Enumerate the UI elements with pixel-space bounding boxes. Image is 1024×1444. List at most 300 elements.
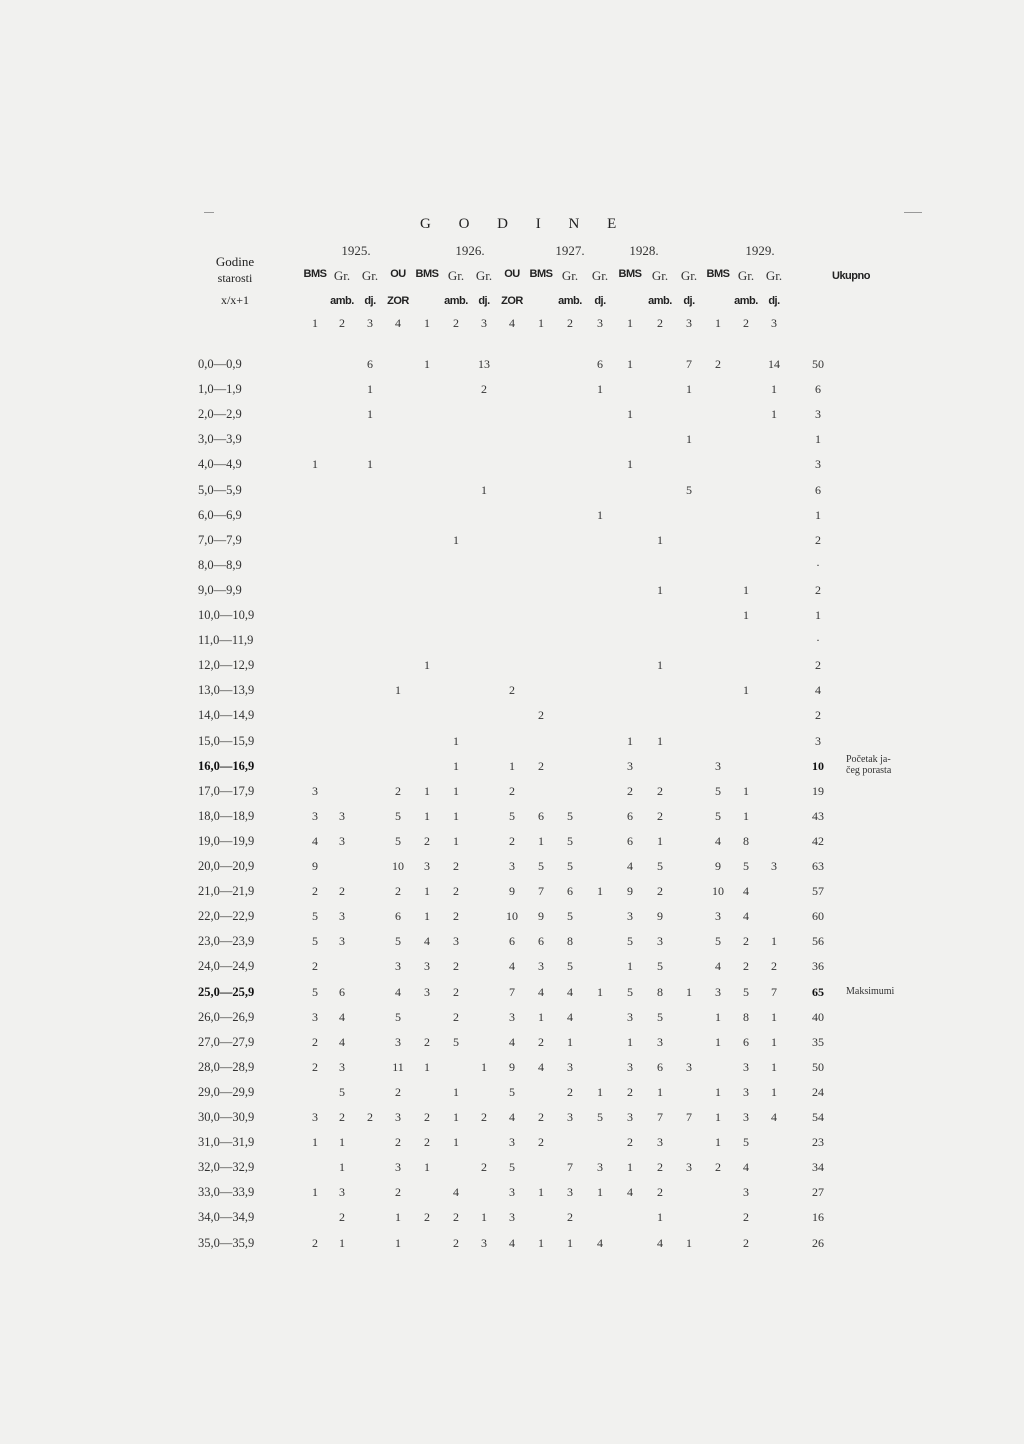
table-cell: 2 [657,1160,663,1174]
column-number: 3 [771,316,777,330]
table-cell: 3 [627,759,633,773]
table-cell: 1 [597,884,603,898]
table-cell: 1 [424,809,430,823]
table-cell: 2 [509,784,515,798]
table-cell: 5 [743,859,749,873]
table-cell: 2 [312,1236,318,1250]
table-cell: 3 [339,934,345,948]
table-cell: 4 [424,934,430,948]
table-cell: 1 [597,508,603,522]
table-cell: 3 [509,859,515,873]
row-total: 63 [812,859,824,873]
table-cell: 3 [395,1110,401,1124]
table-cell: 4 [743,884,749,898]
row-label: 0,0—0,9 [198,357,242,371]
table-cell: 1 [715,1035,721,1049]
column-header-top: BMS [618,268,642,280]
table-cell: 2 [395,1185,401,1199]
table-cell: 1 [715,1110,721,1124]
row-label: 28,0—28,9 [198,1060,255,1074]
table-cell: 1 [597,1185,603,1199]
table-cell: 10 [506,909,518,923]
column-header-bottom: amb. [734,295,758,307]
table-cell: 2 [424,834,430,848]
column-number: 3 [481,316,487,330]
table-cell: 1 [657,658,663,672]
table-cell: 2 [395,784,401,798]
table-cell: 1 [453,533,459,547]
row-label: 12,0—12,9 [198,658,255,672]
table-cell: 1 [312,1185,318,1199]
column-header-bottom: amb. [444,295,468,307]
table-cell: 1 [627,959,633,973]
column-number: 2 [657,316,663,330]
table-cell: 5 [509,1085,515,1099]
table-cell: 2 [509,683,515,697]
table-cell: 1 [424,784,430,798]
table-cell: 2 [395,884,401,898]
column-header-bottom: dj. [594,295,606,307]
table-cell: 7 [567,1160,573,1174]
year-header: 1927. [555,243,585,258]
table-cell: 6 [743,1035,749,1049]
table-cell: 9 [627,884,633,898]
table-cell: 1 [771,934,777,948]
column-header-bottom: dj. [768,295,780,307]
table-cell: 3 [567,1185,573,1199]
column-header-bottom: amb. [648,295,672,307]
table-cell: 7 [657,1110,663,1124]
column-header-top: Gr. [475,268,493,283]
column-header-bottom: amb. [558,295,582,307]
table-cell: 1 [395,683,401,697]
table-cell: 1 [627,357,633,371]
table-cell: 8 [743,834,749,848]
table-cell: 1 [657,583,663,597]
table-cell: 5 [743,1135,749,1149]
table-cell: 3 [339,834,345,848]
table-cell: 3 [312,784,318,798]
column-header-top: BMS [529,268,553,280]
table-cell: 9 [312,859,318,873]
row-total: 50 [812,357,824,371]
column-number: 1 [627,316,633,330]
row-total: 36 [812,959,824,973]
table-cell: 9 [509,1060,515,1074]
table-cell: 11 [392,1060,404,1074]
table-cell: 5 [509,809,515,823]
table-cell: 3 [657,934,663,948]
row-label: 17,0—17,9 [198,784,255,798]
column-header-top: Gr. [447,268,465,283]
table-cell: 1 [627,1035,633,1049]
table-cell: 5 [395,809,401,823]
row-total: 2 [815,708,821,722]
table-cell: 3 [312,1010,318,1024]
table-cell: 1 [453,1110,459,1124]
table-cell: 2 [312,1060,318,1074]
table-cell: 6 [538,809,544,823]
table-cell: 2 [481,1110,487,1124]
table-cell: 1 [627,407,633,421]
table-cell: 5 [567,834,573,848]
table-cell: 8 [657,985,663,999]
table-cell: 5 [657,859,663,873]
table-cell: 4 [538,1060,544,1074]
table-cell: 4 [312,834,318,848]
table-cell: 6 [657,1060,663,1074]
column-number: 1 [312,316,318,330]
column-header-top: BMS [706,268,730,280]
table-cell: 2 [627,784,633,798]
table-cell: 1 [771,407,777,421]
table-cell: 1 [715,1135,721,1149]
page-mark-left [204,212,214,213]
row-header-line3: x/x+1 [220,293,250,307]
row-label: 8,0—8,9 [198,558,242,572]
table-cell: 3 [743,1060,749,1074]
row-label: 25,0—25,9 [198,985,255,999]
table-cell: 2 [453,1210,459,1224]
table-cell: 5 [395,834,401,848]
table-cell: 2 [743,959,749,973]
table-cell: 1 [453,759,459,773]
table-cell: 3 [743,1110,749,1124]
table-cell: 3 [509,1010,515,1024]
table-cell: 5 [715,784,721,798]
table-cell: 3 [538,959,544,973]
row-label: 9,0—9,9 [198,583,242,597]
table-cell: 2 [538,1035,544,1049]
table-cell: 3 [657,1035,663,1049]
table-cell: 5 [395,934,401,948]
table-cell: 3 [715,759,721,773]
table-cell: 2 [339,1210,345,1224]
table-cell: 4 [339,1010,345,1024]
table-cell: 2 [453,859,459,873]
table-cell: 1 [657,1210,663,1224]
table-cell: 5 [657,959,663,973]
table-cell: 1 [771,1035,777,1049]
table-cell: 4 [627,859,633,873]
row-label: 5,0—5,9 [198,483,242,497]
row-total: 42 [812,834,824,848]
table-cell: 10 [392,859,404,873]
table-cell: 10 [712,884,724,898]
column-header-bottom: dj. [478,295,490,307]
table-cell: 1 [715,1085,721,1099]
table-cell: 3 [509,1210,515,1224]
table-cell: 3 [339,909,345,923]
row-note-line: Početak ja- [846,754,891,765]
table-cell: 2 [481,382,487,396]
column-header-top: Gr. [333,268,351,283]
table-cell: 3 [339,1185,345,1199]
table-cell: 6 [509,934,515,948]
table-cell: 2 [538,759,544,773]
row-total: 6 [815,382,821,396]
table-cell: 1 [743,683,749,697]
table-cell: 2 [771,959,777,973]
table-cell: 2 [567,1210,573,1224]
table-cell: 9 [509,884,515,898]
column-number: 3 [597,316,603,330]
table-cell: 1 [424,1060,430,1074]
table-cell: 3 [657,1135,663,1149]
table-cell: 4 [509,1236,515,1250]
column-header-top: OU [504,268,520,280]
table-cell: 4 [339,1035,345,1049]
table-cell: 3 [771,859,777,873]
row-label: 2,0—2,9 [198,407,242,421]
table-cell: 7 [771,985,777,999]
table-cell: 3 [339,809,345,823]
table-cell: 1 [367,457,373,471]
table-cell: 5 [312,985,318,999]
table-cell: 4 [597,1236,603,1250]
table-cell: 1 [453,734,459,748]
column-header-top: Gr. [765,268,783,283]
table-cell: 3 [743,1185,749,1199]
row-total: 56 [812,934,824,948]
column-header-bottom: dj. [364,295,376,307]
table-cell: 8 [567,934,573,948]
table-cell: 4 [509,1110,515,1124]
table-cell: 1 [538,834,544,848]
row-total: · [816,558,820,572]
year-header: 1925. [341,243,371,258]
column-number: 4 [509,316,515,330]
table-cell: 3 [481,1236,487,1250]
row-label: 3,0—3,9 [198,432,242,446]
table-cell: 1 [339,1160,345,1174]
table-cell: 9 [538,909,544,923]
table-cell: 2 [312,884,318,898]
row-label: 16,0—16,9 [198,759,255,773]
row-total: · [816,633,820,647]
row-total: 23 [812,1135,824,1149]
table-cell: 1 [339,1236,345,1250]
table-cell: 4 [509,959,515,973]
table-cell: 2 [481,1160,487,1174]
row-total: 35 [812,1035,824,1049]
table-cell: 2 [743,934,749,948]
table-cell: 1 [424,884,430,898]
table-cell: 2 [424,1110,430,1124]
table-cell: 2 [424,1035,430,1049]
table-cell: 2 [453,1236,459,1250]
column-header-top: Gr. [361,268,379,283]
row-total: 57 [812,884,824,898]
table-cell: 1 [597,1085,603,1099]
table-cell: 1 [424,1160,430,1174]
table-cell: 2 [627,1085,633,1099]
table-cell: 5 [339,1085,345,1099]
table-cell: 6 [395,909,401,923]
row-label: 11,0—11,9 [198,633,254,647]
table-cell: 4 [657,1236,663,1250]
table-cell: 3 [509,1135,515,1149]
row-label: 21,0—21,9 [198,884,255,898]
table-cell: 1 [339,1135,345,1149]
table-cell: 5 [567,909,573,923]
table-cell: 3 [715,909,721,923]
column-number: 1 [424,316,430,330]
column-number: 2 [453,316,459,330]
table-cell: 1 [424,658,430,672]
row-label: 19,0—19,9 [198,834,255,848]
row-label: 30,0—30,9 [198,1110,255,1124]
table-cell: 9 [715,859,721,873]
row-total: 1 [815,508,821,522]
row-total: 26 [812,1236,824,1250]
column-header-top: Gr. [680,268,698,283]
column-header-bottom: ZOR [501,295,523,307]
table-cell: 6 [627,809,633,823]
table-cell: 1 [453,1085,459,1099]
table-cell: 4 [538,985,544,999]
table-cell: 3 [686,1060,692,1074]
table-cell: 3 [743,1085,749,1099]
table-cell: 1 [453,809,459,823]
table-cell: 2 [657,884,663,898]
table-cell: 1 [657,1085,663,1099]
table-cell: 3 [424,859,430,873]
table-cell: 5 [538,859,544,873]
table-cell: 2 [627,1135,633,1149]
table-cell: 3 [567,1060,573,1074]
table-cell: 1 [715,1010,721,1024]
column-number: 3 [367,316,373,330]
column-header-bottom: dj. [683,295,695,307]
row-total: 1 [815,608,821,622]
table-cell: 5 [312,909,318,923]
row-label: 6,0—6,9 [198,508,242,522]
table-cell: 1 [424,909,430,923]
table-cell: 5 [509,1160,515,1174]
table-cell: 2 [367,1110,373,1124]
table-cell: 5 [743,985,749,999]
table-cell: 3 [395,1160,401,1174]
table-cell: 6 [367,357,373,371]
table-cell: 1 [367,382,373,396]
table-cell: 5 [312,934,318,948]
row-label: 13,0—13,9 [198,683,255,697]
table-cell: 1 [771,1085,777,1099]
table-cell: 1 [481,483,487,497]
table-cell: 13 [478,357,490,371]
table-cell: 2 [743,1210,749,1224]
row-total: 2 [815,533,821,547]
row-total: 4 [815,683,821,697]
table-cell: 1 [743,583,749,597]
table-cell: 1 [597,382,603,396]
table-cell: 6 [567,884,573,898]
table-cell: 2 [657,1185,663,1199]
row-total: 6 [815,483,821,497]
table-cell: 6 [339,985,345,999]
table-cell: 1 [627,734,633,748]
table-cell: 4 [509,1035,515,1049]
row-label: 15,0—15,9 [198,734,255,748]
row-total: 3 [815,457,821,471]
row-total: 1 [815,432,821,446]
table-cell: 1 [743,608,749,622]
table-cell: 1 [627,1160,633,1174]
table-cell: 1 [395,1236,401,1250]
column-header-top: BMS [415,268,439,280]
table-cell: 4 [715,834,721,848]
table-cell: 5 [686,483,692,497]
table-cell: 2 [453,909,459,923]
table-cell: 7 [686,1110,692,1124]
column-number: 2 [339,316,345,330]
row-total: 3 [815,734,821,748]
row-note-line: čeg porasta [846,765,892,776]
table-cell: 1 [771,1060,777,1074]
table-cell: 2 [657,809,663,823]
row-label: 22,0—22,9 [198,909,255,923]
table-cell: 5 [567,959,573,973]
table-cell: 2 [715,357,721,371]
table-cell: 6 [597,357,603,371]
table-cell: 2 [395,1135,401,1149]
table-cell: 2 [715,1160,721,1174]
table-cell: 3 [627,909,633,923]
table-cell: 3 [312,1110,318,1124]
table-cell: 2 [453,959,459,973]
row-label: 35,0—35,9 [198,1236,255,1250]
table-cell: 2 [395,1085,401,1099]
table-cell: 1 [312,1135,318,1149]
page-title-text: G O D I N E [420,216,617,232]
table-cell: 2 [453,1010,459,1024]
table-cell: 1 [567,1035,573,1049]
column-header-top: Gr. [737,268,755,283]
row-total: 2 [815,583,821,597]
table-cell: 4 [743,909,749,923]
table-cell: 2 [312,1035,318,1049]
year-header: 1926. [455,243,485,258]
table-cell: 1 [686,382,692,396]
table-cell: 4 [453,1185,459,1199]
table-cell: 1 [538,1236,544,1250]
table-cell: 1 [367,407,373,421]
row-label: 18,0—18,9 [198,809,255,823]
table-cell: 5 [453,1035,459,1049]
table-cell: 1 [743,809,749,823]
row-note [846,754,891,776]
table-cell: 1 [395,1210,401,1224]
table-cell: 2 [657,784,663,798]
table-cell: 1 [657,533,663,547]
table-cell: 7 [538,884,544,898]
table-cell: 1 [771,382,777,396]
table-cell: 1 [509,759,515,773]
table-cell: 5 [395,1010,401,1024]
row-total: 60 [812,909,824,923]
row-label: 31,0—31,9 [198,1135,255,1149]
table-cell: 3 [339,1060,345,1074]
row-total: 16 [812,1210,824,1224]
column-header-top: Gr. [591,268,609,283]
table-cell: 2 [453,985,459,999]
row-label: 34,0—34,9 [198,1210,255,1224]
table-cell: 1 [657,734,663,748]
table-cell: 1 [771,1010,777,1024]
column-header-top: BMS [303,268,327,280]
table-cell: 1 [453,784,459,798]
